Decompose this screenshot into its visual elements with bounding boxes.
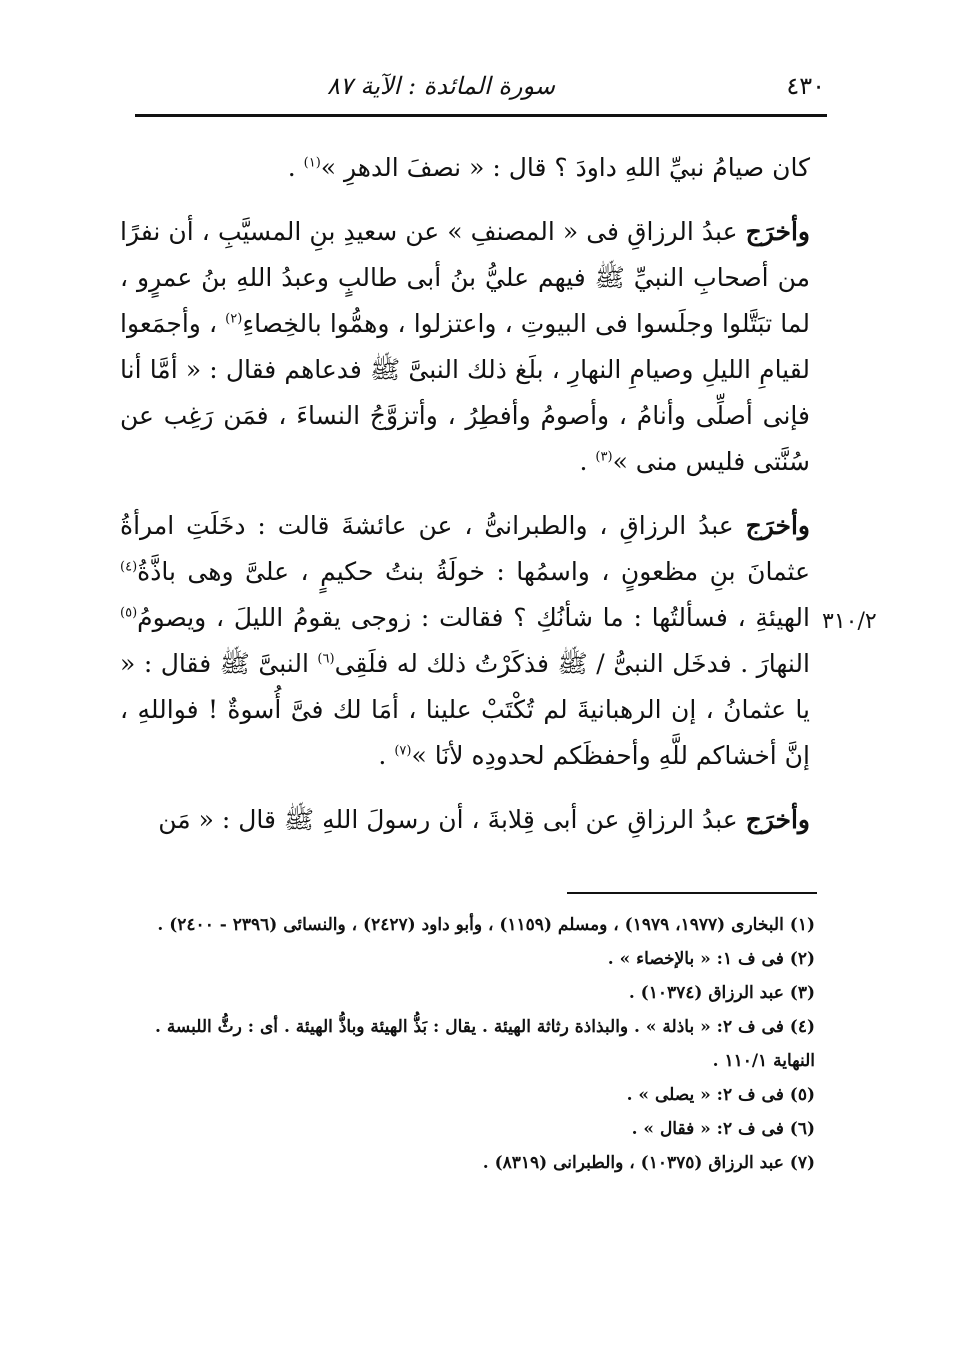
paragraph-1: [120, 145, 810, 191]
paragraph-text: عبدُ الرزاقِ ، والطبرانىُّ ، عن عائشةَ قالت : دخَلَتِ امرأةُ عثمانَ بنِ مظعونٍ ، واسمُها : خولَةُ بنتُ حكيمٍ ، علىَّ وهى باذَّةُ: [120, 511, 810, 586]
paragraph-lead: وأخرَج: [745, 511, 810, 540]
paragraph-3: [120, 503, 810, 779]
footnote-ref: (٦): [317, 651, 335, 667]
margin-reference: ٣١٠/٢: [822, 609, 877, 634]
footnote-6: (٦) فى ف ٢: « فقال » .: [631, 1119, 815, 1139]
footnote-7: (٧) عبد الرزاق (١٠٣٧٥) ، والطبرانى (٨٣١٩) .: [482, 1153, 815, 1173]
footnote-ref: (١): [303, 155, 321, 171]
main-text: [120, 145, 810, 861]
paragraph-text: .: [579, 447, 596, 476]
footnote-2: (٢) فى ف ١: « بالإخصاء » .: [607, 949, 815, 969]
page-number: ٤٣٠: [786, 72, 825, 100]
footnote-1: (١) البخارى (١٩٧٧، ١٩٧٩) ، ومسلم (١١٥٩) ، وأبو داود (٢٤٢٧) ، والنسائى (٢٣٩٦ - ٢٤٠٠) .: [157, 915, 815, 935]
paragraph-lead: وأخرَج: [745, 217, 810, 246]
paragraph-text: .: [287, 153, 304, 182]
footnote-5: (٥) فى ف ٢: « يصلى » .: [626, 1085, 815, 1105]
footnote-3: (٣) عبد الرزاق (١٠٣٧٤) .: [628, 983, 815, 1003]
header-rule: [135, 114, 827, 117]
page-header: [135, 62, 825, 112]
paragraph-text: ، وأجمَعوا لقيامِ الليلِ وصيامِ النهارِ ، بلَغ ذلك النبىَّ ﷺ فدعاهم فقال : « أمَّا أنا فإنى أصلِّى وأنامُ ، وأصومُ وأفطِرُ ، وأتزوَّجُ النساءَ ، فمَن رَغِب عن سُنَّتى فليس منى »: [120, 309, 810, 476]
footnote-rule: [567, 892, 817, 894]
paragraph-text: كان صيامُ نبيِّ اللهِ داودَ ؟ قال : « نصفَ الدهرِ »: [320, 153, 810, 182]
paragraph-text: عبدُ الرزاقِ عن أبى قِلابةَ ، أن رسولَ اللهِ ﷺ قال : « مَن: [158, 805, 746, 834]
footnote-ref: (٤): [120, 559, 138, 575]
footnote-ref: (٧): [394, 743, 412, 759]
paragraph-text: الهيئةِ ، فسألتُها : ما شأنُكِ ؟ فقالت : زوجى يقومُ الليلَ ، ويصومُ: [137, 603, 810, 632]
footnotes: [110, 908, 815, 1180]
paragraph-text: .: [378, 741, 395, 770]
paragraph-text: عبدُ الرزاقِ فى « المصنفِ » عن سعيدِ بنِ المسيَّبِ ، أن نفرًا من أصحابِ النبيِّ ﷺ فيهم عليُّ بنُ أبى طالبٍ وعبدُ اللهِ بنُ عمرٍو ، لما تبَتَّلوا وجلَسوا فى البيوتِ ، واعتزلوا ، وهمُّوا بالخِصاءِ: [120, 217, 810, 338]
footnote-ref: (٥): [120, 605, 138, 621]
running-title: سورة المائدة : الآية ٨٧: [327, 72, 555, 100]
paragraph-4: [120, 797, 810, 843]
paragraph-text: النهارَ . فدخَل النبىُّ / ﷺ فذكَرْتُ ذلك له فلَقِى: [334, 649, 810, 678]
paragraph-text: النبىَّ ﷺ فقال : « يا عثمانُ ، إن الرهبانيةَ لم تُكْتَبْ علينا ، أمَا لك فىَّ أُسوةٌ ! فواللهِ ، إنَّ أخشاكم للَّهِ وأحفظَكم لحدودِه لأنَا »: [120, 649, 810, 770]
footnote-ref: (٣): [595, 449, 613, 465]
paragraph-lead: وأخرَج: [745, 805, 810, 834]
footnote-ref: (٢): [225, 311, 243, 327]
footnote-4: (٤) فى ف ٢: « باذلة » . والبذاذة رثاثة الهيئة . يقال : بَذُّ الهيئة وباذُّ الهيئة . أى : رثُّ اللبسة . النهاية ١١٠/١ .: [154, 1017, 815, 1071]
paragraph-2: [120, 209, 810, 485]
